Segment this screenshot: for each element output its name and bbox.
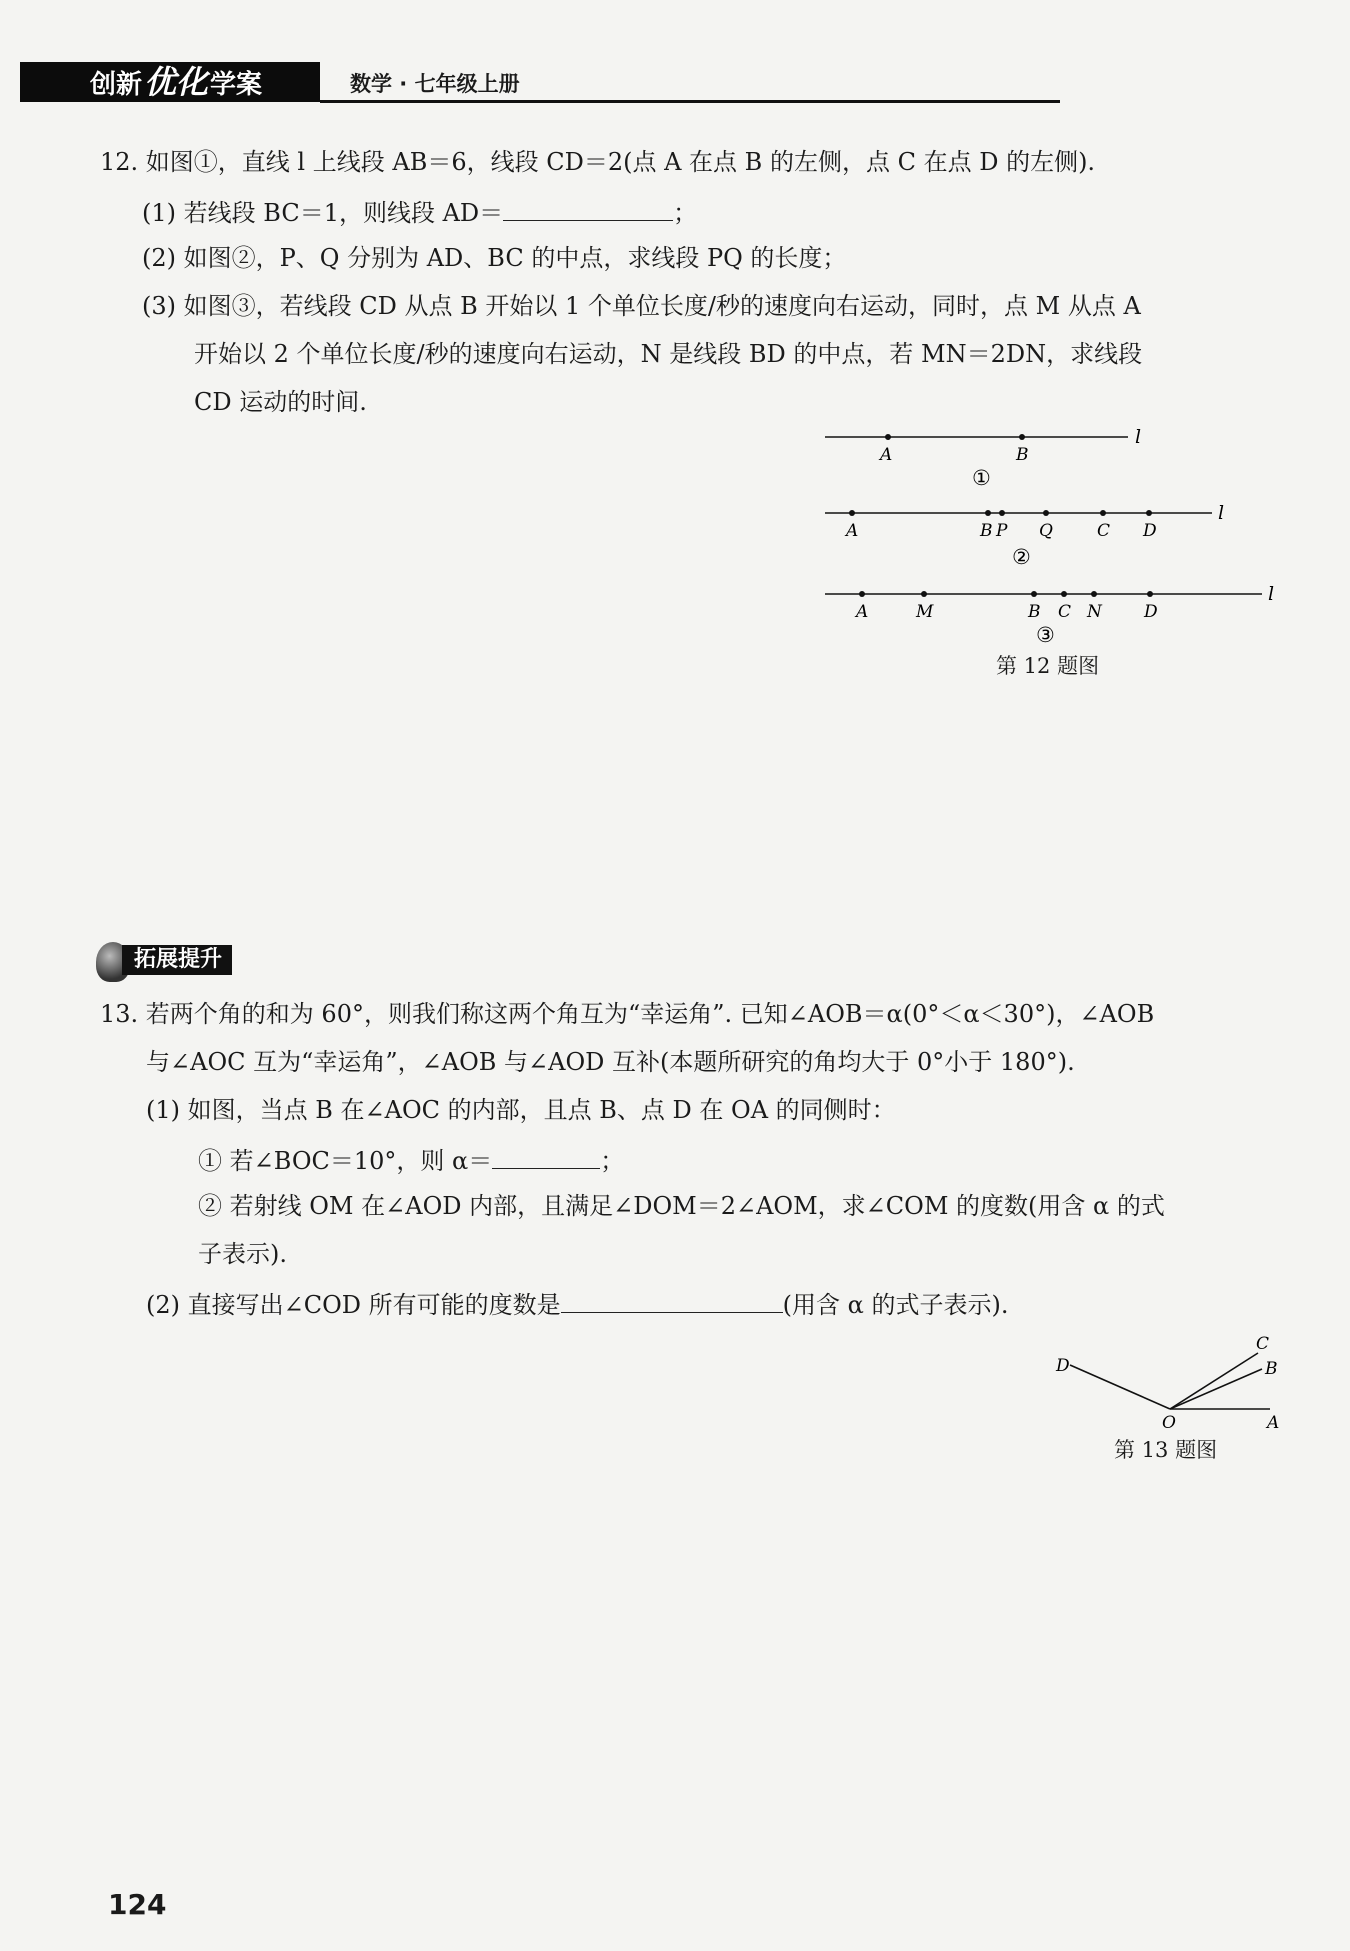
- fig13-label-d: D: [1056, 1356, 1070, 1376]
- q12-figure: [810, 420, 1290, 650]
- fig3-number: ③: [1036, 623, 1055, 647]
- fig13-label-a: A: [1267, 1413, 1280, 1433]
- q13-part1b-line2: 子表示).: [198, 1240, 287, 1268]
- q12-part3-line3: CD 运动的时间.: [194, 388, 367, 416]
- fig2-number: ②: [1012, 545, 1031, 569]
- subject-title: 数学 · 七年级上册: [350, 72, 520, 96]
- q13-part1a-end: ；: [600, 1147, 625, 1175]
- fig1-number: ①: [972, 466, 991, 490]
- q12-part1-text: (1) 若线段 BC＝1，则线段 AD＝: [142, 199, 504, 227]
- fig2-line-label: l: [1218, 502, 1225, 524]
- q12-part3-line1: (3) 如图③，若线段 CD 从点 B 开始以 1 个单位长度/秒的速度向右运动，同时，点 M 从点 A: [142, 292, 1141, 320]
- q13-part1a: [198, 1142, 624, 1177]
- fig2-label-b: B: [980, 521, 993, 541]
- brand-logo: [20, 62, 320, 102]
- fig2-label-p: P: [996, 521, 1008, 541]
- q12-part3-line2: 开始以 2 个单位长度/秒的速度向右运动，N 是线段 BD 的中点，若 MN＝2DN，求线段: [194, 340, 1143, 368]
- fig13-label-o: O: [1162, 1413, 1176, 1433]
- q12-part2: (2) 如图②，P、Q 分别为 AD、BC 的中点，求线段 PQ 的长度；: [142, 244, 847, 272]
- q13-part1a-text: ① 若∠BOC＝10°，则 α＝: [198, 1147, 493, 1175]
- q13-stem-line2: 与∠AOC 互为“幸运角”，∠AOB 与∠AOD 互补(本题所研究的角均大于 0°小于 180°).: [146, 1048, 1075, 1076]
- q12-figure-caption: 第 12 题图: [996, 654, 1100, 678]
- fig1-label-b: B: [1016, 445, 1029, 465]
- fig3-label-m: M: [916, 602, 934, 622]
- fig2-label-d: D: [1143, 521, 1157, 541]
- fig3-label-c: C: [1058, 602, 1072, 622]
- fig3-label-b: B: [1028, 602, 1041, 622]
- fig13-label-b: B: [1265, 1359, 1278, 1379]
- q12-part1-blank[interactable]: [503, 194, 673, 221]
- fig13-label-c: C: [1256, 1334, 1270, 1354]
- q13-part2: [146, 1286, 1008, 1321]
- q13-part2-end: (用含 α 的式子表示).: [782, 1291, 1009, 1319]
- header-rule: [320, 100, 1060, 103]
- fig3-line-label: l: [1268, 583, 1275, 605]
- q13-part1b-line1: ② 若射线 OM 在∠AOD 内部，且满足∠DOM＝2∠AOM，求∠COM 的度数(用含 α 的式: [198, 1192, 1165, 1220]
- q13-stem-line1: 13. 若两个角的和为 60°，则我们称这两个角互为“幸运角”. 已知∠AOB＝α(0°＜α＜30°)，∠AOB: [100, 1000, 1155, 1028]
- section-title: 拓展提升: [122, 945, 232, 975]
- section-tag: [96, 942, 256, 976]
- page-number: 124: [108, 1888, 167, 1921]
- fig3-label-d: D: [1144, 602, 1158, 622]
- fig2-label-c: C: [1097, 521, 1111, 541]
- fig1-line-label: l: [1135, 426, 1142, 448]
- q13-part2-blank[interactable]: [561, 1286, 783, 1313]
- q13-figure-caption: 第 13 题图: [1114, 1438, 1218, 1462]
- q13-figure: [1040, 1325, 1300, 1440]
- fig3-label-n: N: [1087, 602, 1102, 622]
- q12-stem: 12. 如图①，直线 l 上线段 AB＝6，线段 CD＝2(点 A 在点 B 的左侧，点 C 在点 D 的左侧).: [100, 148, 1096, 176]
- q13-part1: (1) 如图，当点 B 在∠AOC 的内部，且点 B、点 D 在 OA 的同侧时：: [146, 1096, 896, 1124]
- brand-text-2: 学案: [210, 70, 263, 100]
- q13-part2-text: (2) 直接写出∠COD 所有可能的度数是: [146, 1291, 561, 1319]
- q12-part1: [142, 194, 697, 229]
- brand-text-big: 优化: [144, 63, 209, 101]
- fig3-label-a: A: [856, 602, 869, 622]
- page-header: [20, 62, 1060, 102]
- fig2-label-a: A: [846, 521, 859, 541]
- q13-part1a-blank[interactable]: [492, 1142, 600, 1169]
- q12-part1-end: ；: [673, 199, 698, 227]
- fig2-label-q: Q: [1039, 521, 1053, 541]
- fig1-label-a: A: [880, 445, 893, 465]
- brand-text-1: 创新: [90, 70, 143, 100]
